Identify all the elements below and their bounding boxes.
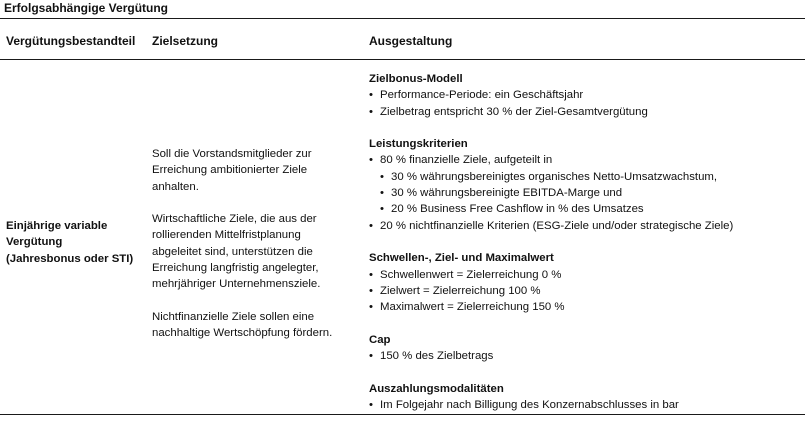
list-item: • Im Folgejahr nach Billigung des Konzernabschlusses in bar	[369, 397, 799, 413]
group-heading: Auszahlungsmodalitäten	[369, 382, 504, 395]
list-item: • 80 % finanzielle Ziele, aufgeteilt in	[369, 152, 799, 168]
group-heading: Cap	[369, 333, 391, 346]
list-item: • 150 % des Zielbetrags	[369, 348, 799, 364]
kriterien-group	[369, 136, 799, 234]
list-item: • Zielbetrag entspricht 30 % der Ziel-Gesamtvergütung	[369, 104, 799, 120]
group-heading: Zielbonus-Modell	[369, 73, 463, 85]
sub-list-item: • 30 % währungsbereinigte EBITDA-Marge und	[369, 185, 799, 201]
schwellen-group	[369, 250, 799, 315]
list-item: • Maximalwert = Zielerreichung 150 %	[369, 299, 799, 315]
header-goals: Zielsetzung	[152, 34, 219, 48]
zielbonus-group	[369, 71, 799, 120]
component-line: Einjährige variable	[6, 220, 108, 232]
goal-paragraph: Wirtschaftliche Ziele, die aus der rollierenden Mittelfristplanung abgeleitet sind, unterstützen die Erreichung langfristig angelegter, mehrjähriger Unternehmensziele.	[152, 213, 321, 291]
group-heading: Leistungskriterien	[369, 138, 468, 151]
section-title: Erfolgsabhängige Vergütung	[4, 1, 169, 15]
component-cell	[6, 218, 146, 267]
header-rule	[0, 59, 805, 60]
list-item: • 20 % nichtfinanzielle Kriterien (ESG-Ziele und/oder strategische Ziele)	[369, 218, 799, 234]
sub-list-item: • 30 % währungsbereinigtes organisches Netto-Umsatzwachstum,	[369, 169, 799, 185]
header-component: Vergütungsbestandteil	[6, 34, 136, 48]
header-design: Ausgestaltung	[369, 34, 453, 48]
component-line: (Jahresbonus oder STI)	[6, 252, 134, 265]
group-heading: Schwellen-, Ziel- und Maximalwert	[369, 252, 554, 265]
sub-list-item: • 20 % Business Free Cashflow in % des Umsatzes	[369, 201, 799, 217]
goal-paragraph: Soll die Vorstandsmitglieder zur Erreichung ambitionierter Ziele anhalten.	[152, 148, 312, 193]
cap-group	[369, 332, 799, 365]
list-item: • Zielwert = Zielerreichung 100 %	[369, 283, 799, 299]
top-rule	[0, 18, 805, 19]
list-item: • Schwellenwert = Zielerreichung 0 %	[369, 267, 799, 283]
bottom-rule	[0, 414, 805, 415]
goals-cell	[152, 146, 352, 358]
design-cell	[369, 71, 799, 430]
goal-paragraph: Nichtfinanzielle Ziele sollen eine nachhaltige Wertschöpfung fördern.	[152, 310, 333, 340]
auszahlung-group	[369, 381, 799, 414]
component-line: Vergütung	[6, 236, 63, 249]
list-item: • Performance-Periode: ein Geschäftsjahr	[369, 87, 799, 103]
